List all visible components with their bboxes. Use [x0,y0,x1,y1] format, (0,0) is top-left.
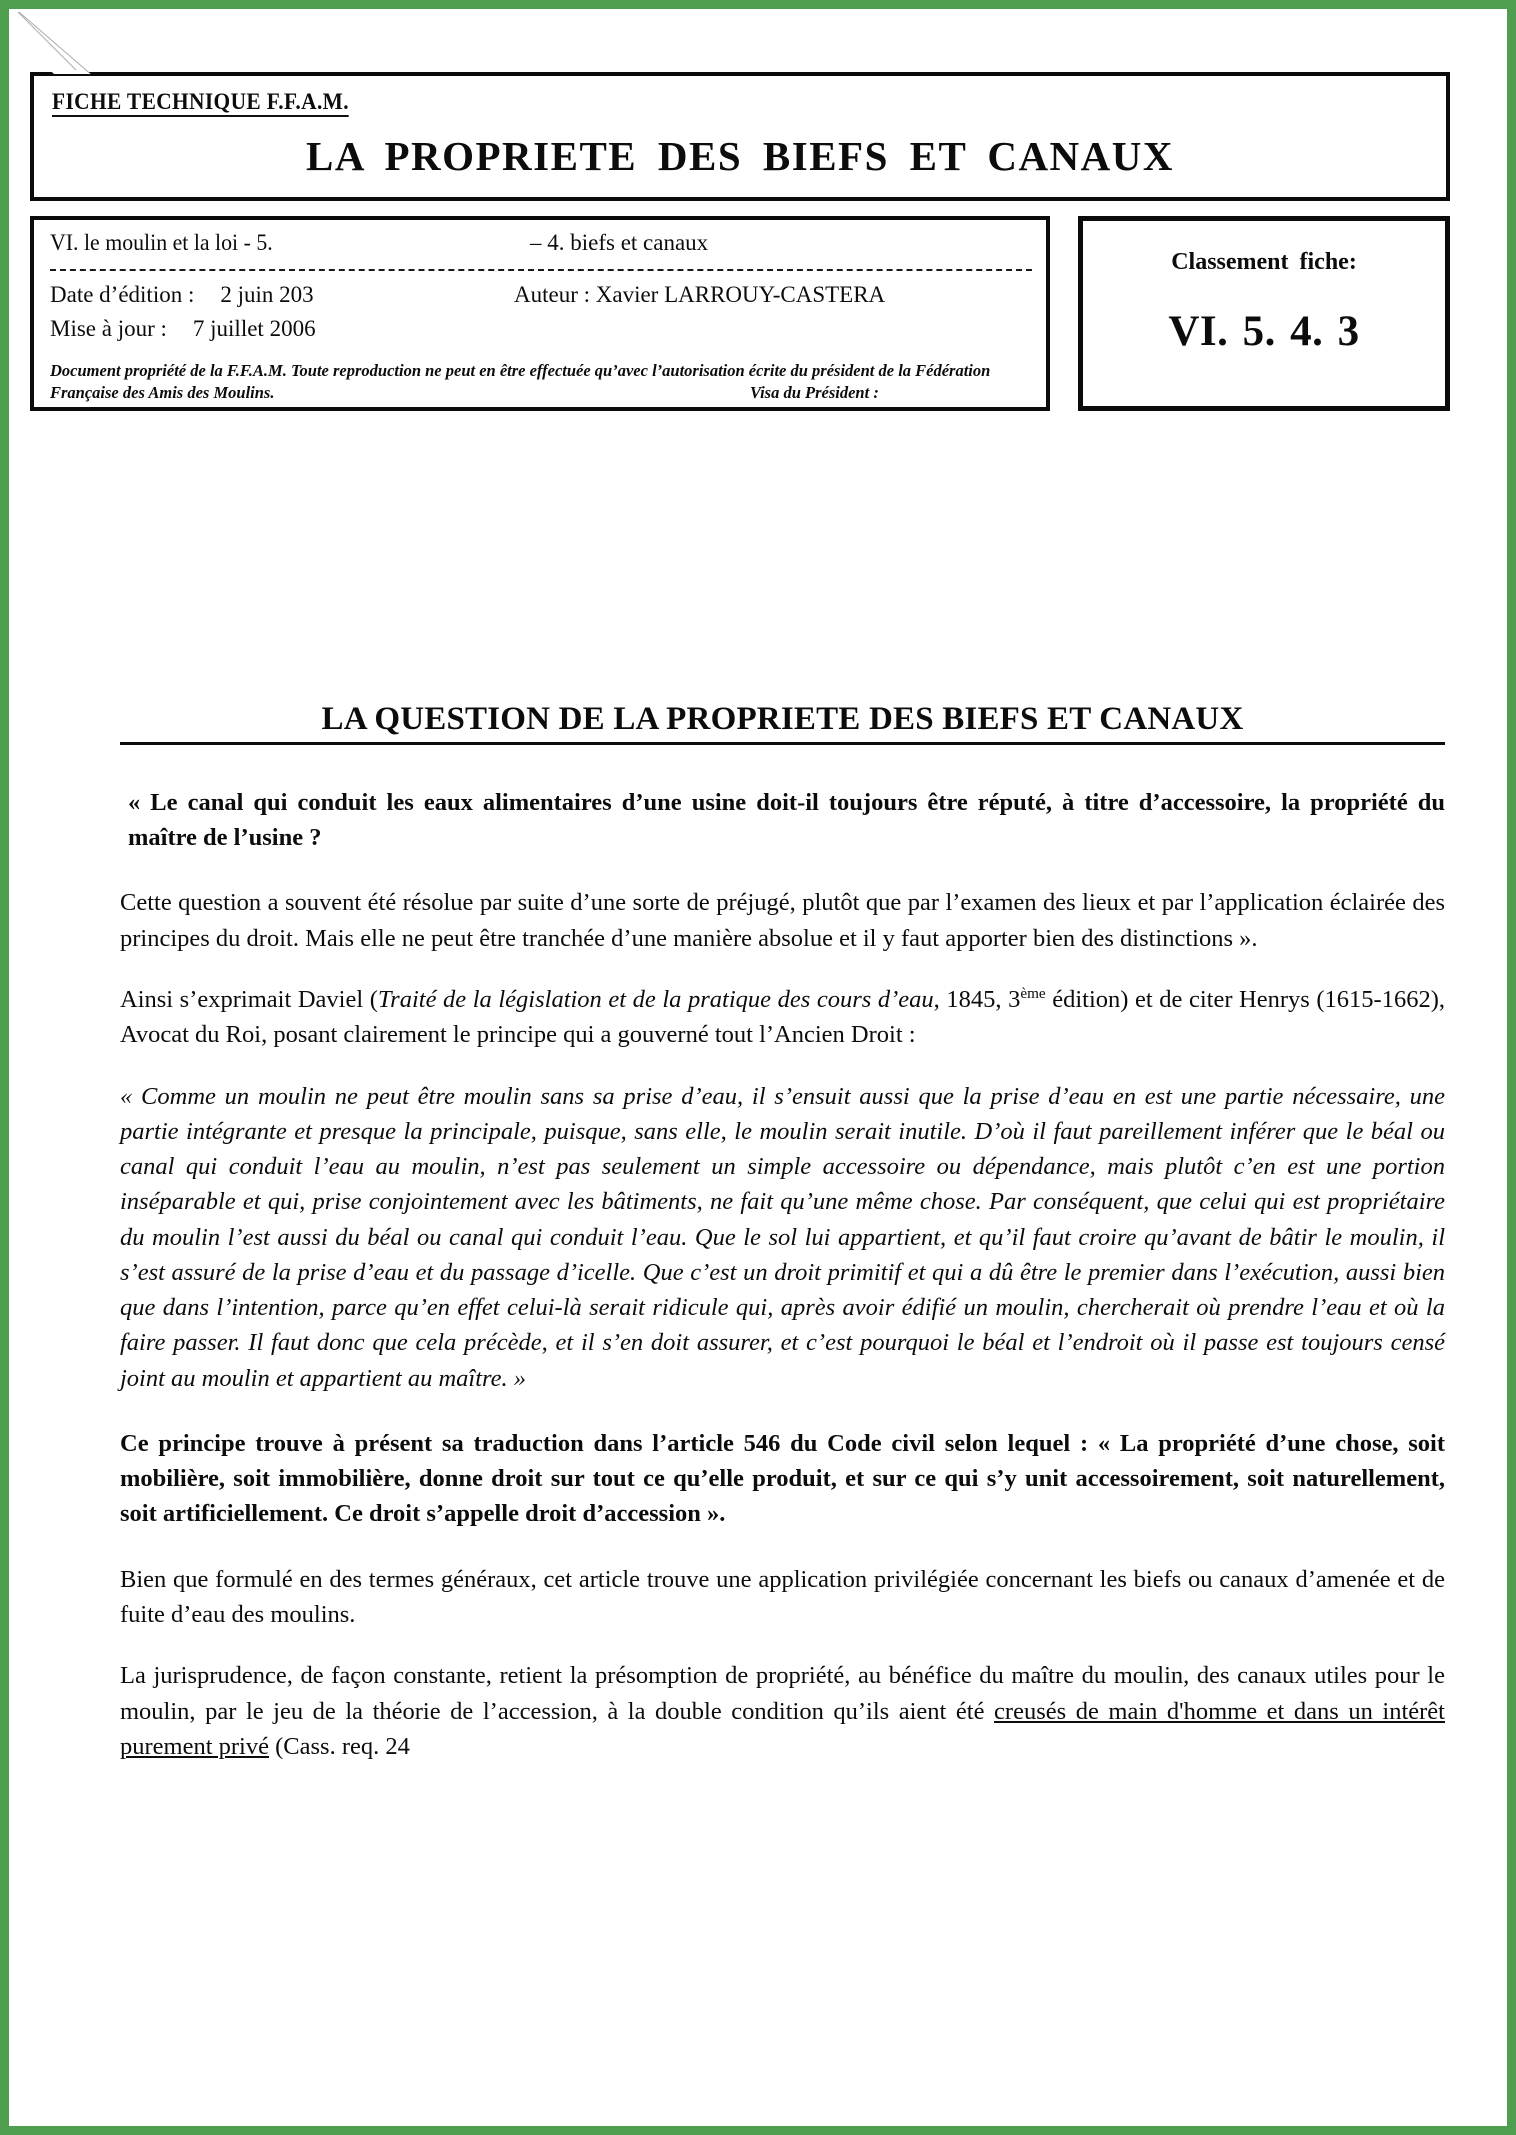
chapter-reference: VI. le moulin et la loi - 5. [50,230,273,255]
double-condition-underlined: creusés de main d'homme et dans un intérêt purement privé [120,1697,1445,1760]
date-edition-value: 2 juin 203 [220,282,314,307]
date-edition-row [50,282,314,308]
classement-value: VI. 5. 4. 3 [1168,308,1360,355]
copyright-text: Document propriété de la F.F.A.M. Toute reproduction ne peut en être effectuée qu’avec l’autorisation écrite du président de la Fédération Française des Amis des Moulins. [50,361,991,402]
mise-a-jour-row [50,316,316,342]
paragraph-2-part-c: édition) et de citer Henrys (1615-1662), Avocat du Roi, posant clairement le principe qui a gouverné tout l’Ancien Droit : [120,986,1446,1049]
copyright-notice [50,360,1030,404]
document-title: LA PROPRIETE DES BIEFS ET CANAUX [306,133,1174,179]
paragraph-1: Cette question a souvent été résolue par suite d’une sorte de préjugé, plutôt que par l’examen des lieux et par l’application éclairée des principes du droit. Mais elle ne peut être tranchée d’une manière absolue et il y faut apporter bien des distinctions ». [120,889,1445,952]
paragraph-3: Bien que formulé en des termes généraux, cet article trouve une application privilégiée concernant les biefs ou canaux d’amenée et de fuite d’eau des moulins. [120,1565,1445,1628]
mise-a-jour-label: Mise à jour : [50,316,167,341]
opening-question: « Le canal qui conduit les eaux alimentaires d’une usine doit-il toujours être réputé, à titre d’accessoire, la propriété du maître de l’usine ? [128,788,1445,852]
henrys-quotation: « Comme un moulin ne peut être moulin sans sa prise d’eau, il s’ensuit aussi que la prise d’eau en est une partie nécessaire, une partie intégrante et presque la principale, puisque, sans elle, le moulin serait inutile. D’où il faut pareillement inférer que le béal ou canal qui conduit l’eau au moulin, n’est pas seulement un simple accessoire ou dépendance, mais plutôt c’en est une portion inséparable et qui, prise conjointement avec les bâtiments, ne fait qu’une même chose. Par conséquent, que celui qui est propriétaire du moulin l’est aussi du béal ou canal qui conduit l’eau. Que le sol lui appartient, et qu’il faut croire qu’avant de bâtir le moulin, il s’est assuré de la prise d’eau et du passage d’icelle. Que c’est un droit primitif et qui a dû être le premier dans l’exécution, aussi bien que dans l’intention, parce qu’en effet celui-là serait ridicule qui, après avoir édifié un moulin, chercherait où prendre l’eau et où la faire passer. Il faut donc que cela précède, et il s’en doit assurer, et c’est pourquoi le béal et l’endroit où il passe est toujours censé joint au moulin et appartient au maître. » [120,1082,1445,1392]
paragraph-4 [120,1658,1445,1764]
metadata-top-row [50,230,1032,264]
classification-box [1078,216,1450,411]
page-corner-fold-icon [14,8,92,76]
metadata-box [30,216,1050,411]
author-label: Auteur : [514,282,591,307]
section-heading: LA QUESTION DE LA PROPRIETE DES BIEFS ET CANAUX [120,700,1445,745]
edition-ordinal: ème [1020,984,1046,1002]
paragraph-2-part-a: Ainsi s’exprimait Daviel ( [120,986,378,1013]
paragraph-2 [120,982,1445,1053]
metadata-divider [50,269,1032,271]
paragraph-4-part-b: (Cass. req. 24 [269,1732,410,1760]
fiche-technique-label: FICHE TECHNIQUE F.F.A.M. [52,90,349,117]
date-edition-label: Date d’édition : [50,282,195,307]
daviel-treatise-title: Traité de la législation et de la pratique des cours d’eau [377,986,934,1013]
title-box [30,72,1450,201]
document-body [120,700,1445,1790]
code-civil-paragraph: Ce principe trouve à présent sa traduction dans l’article 546 du Code civil selon lequel : « La propriété d’une chose, soit mobilière, soit immobilière, donne droit sur tout ce qu’elle produit, et sur ce qui s’y unit accessoirement, soit naturellement, soit artificiellement. Ce droit s’appelle droit d’accession ». [120,1429,1445,1528]
author-row [514,282,885,308]
paragraph-2-part-b: , 1845, 3 [933,986,1021,1013]
paragraph-4-part-a: La jurisprudence, de façon constante, retient la présomption de propriété, au bénéfice du maître du moulin, des canaux utiles pour le moulin, par le jeu de la théorie de l’accession, à la double condition qu’ils aient été [120,1662,1445,1725]
author-value: Xavier LARROUY-CASTERA [595,282,886,307]
section-reference: – 4. biefs et canaux [530,230,709,255]
classement-label: Classement fiche: [1171,249,1357,275]
visa-president-label: Visa du Président : [750,383,879,402]
mise-a-jour-value: 7 juillet 2006 [192,316,316,341]
